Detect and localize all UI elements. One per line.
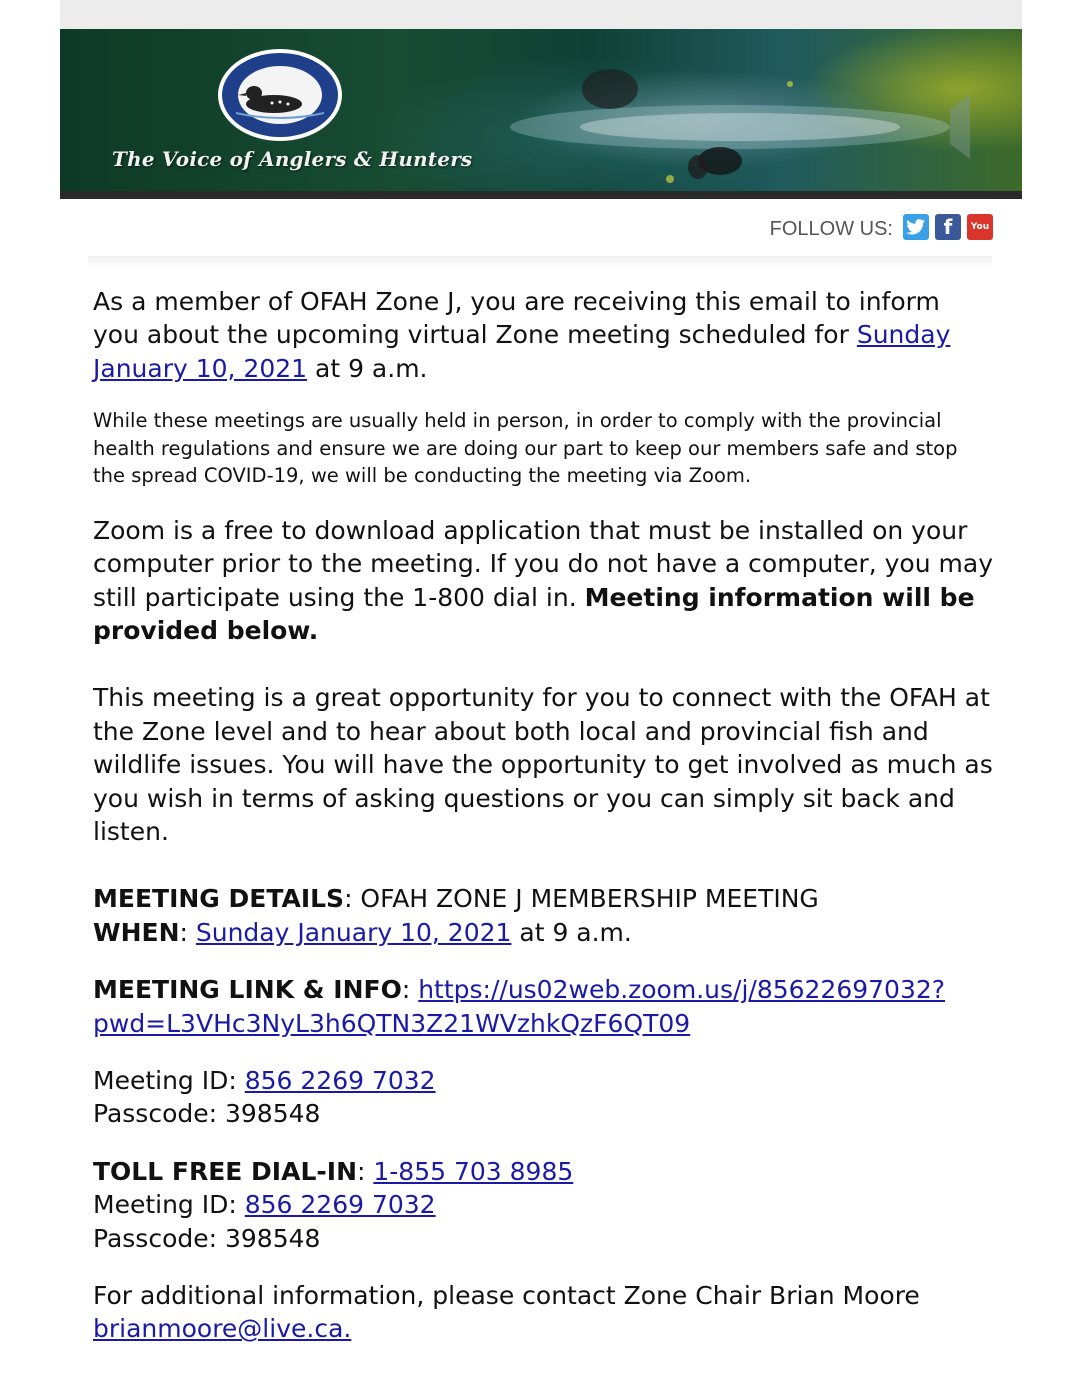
link-info-sep: : [401, 975, 419, 1005]
opportunity-paragraph: This meeting is a great opportunity for you to connect with the OFAH at the Zone level and to hear about both local and provincial fish and wildlife issues. You will have the opportunity to get involved as much as you wish in terms of asking questions or you can simply sit back and listen. [93, 683, 993, 846]
zoom-paragraph [93, 514, 993, 648]
contact-paragraph [93, 1279, 993, 1346]
content-divider [88, 256, 992, 271]
when-suffix: at 9 a.m. [511, 917, 632, 947]
email-body [93, 285, 993, 1346]
dial-in-info [93, 1155, 993, 1255]
twitter-icon[interactable] [903, 214, 929, 240]
fish-underwater-image [490, 49, 970, 189]
youtube-icon[interactable]: You [967, 214, 993, 240]
email-top-bar [60, 0, 1022, 29]
meeting-id-label: Meeting ID: [93, 1066, 245, 1095]
contact-text: For additional information, please contact Zone Chair Brian Moore [93, 1281, 920, 1311]
dial-in-meeting-id-link[interactable]: 856 2269 7032 [244, 1190, 436, 1220]
ofah-logo [216, 47, 344, 143]
meeting-id-link[interactable]: 856 2269 7032 [244, 1066, 436, 1095]
when-sep: : [179, 917, 196, 947]
link-info-label: MEETING LINK & INFO [93, 975, 402, 1005]
follow-us-bar [770, 212, 993, 241]
dial-in-phone-link[interactable]: 1-855 703 8985 [373, 1156, 574, 1186]
banner-tagline: The Voice of Anglers & Hunters [112, 147, 473, 171]
header-banner [60, 29, 1022, 191]
banner-divider [60, 191, 1022, 199]
dial-in-sep: : [357, 1156, 374, 1186]
when-date-link[interactable]: Sunday January 10, 2021 [195, 917, 512, 947]
contact-email-link[interactable]: brianmoore@live.ca. [93, 1314, 352, 1344]
meeting-link-info [93, 973, 993, 1040]
follow-us-label: FOLLOW US: [769, 218, 893, 240]
dial-in-passcode-text: Passcode: 398548 [93, 1223, 321, 1253]
intro-paragraph [93, 285, 993, 385]
meeting-details [93, 882, 993, 949]
dial-in-label: TOLL FREE DIAL-IN [93, 1156, 357, 1186]
when-label: WHEN [93, 917, 180, 947]
passcode-text: Passcode: 398548 [93, 1099, 321, 1129]
dial-in-meeting-id-label: Meeting ID: [93, 1190, 245, 1220]
intro-suffix: at 9 a.m. [307, 353, 428, 383]
meeting-date-link[interactable]: Sunday January 10, 2021 [93, 320, 951, 383]
zoom-ids [93, 1064, 993, 1131]
zoom-link-line1: https://us02web.zoom.us/j/85622697032? [418, 975, 946, 1005]
facebook-icon[interactable]: f [935, 214, 961, 240]
zoom-text: Zoom is a free to download application that must be installed on your computer prior to the meeting. If you do not have a computer, you may still participate using the 1-800 dial in. [93, 515, 993, 612]
details-label: MEETING DETAILS [93, 884, 345, 914]
intro-text: As a member of OFAH Zone J, you are receiving this email to inform you about the upcoming virtual Zone meeting scheduled for [93, 287, 940, 350]
zoom-bold-note: Meeting information will be provided below. [93, 582, 975, 645]
covid-note: While these meetings are usually held in person, in order to comply with the provincial health regulations and ensure we are doing our part to keep our members safe and stop the spread COVID-19, we will be conducting the meeting via Zoom. [93, 409, 958, 488]
details-value: : OFAH ZONE J MEMBERSHIP MEETING [344, 884, 819, 914]
zoom-link-line2: pwd=L3VHc3NyL3h6QTN3Z21WVzhkQzF6QT09 [93, 1008, 691, 1038]
